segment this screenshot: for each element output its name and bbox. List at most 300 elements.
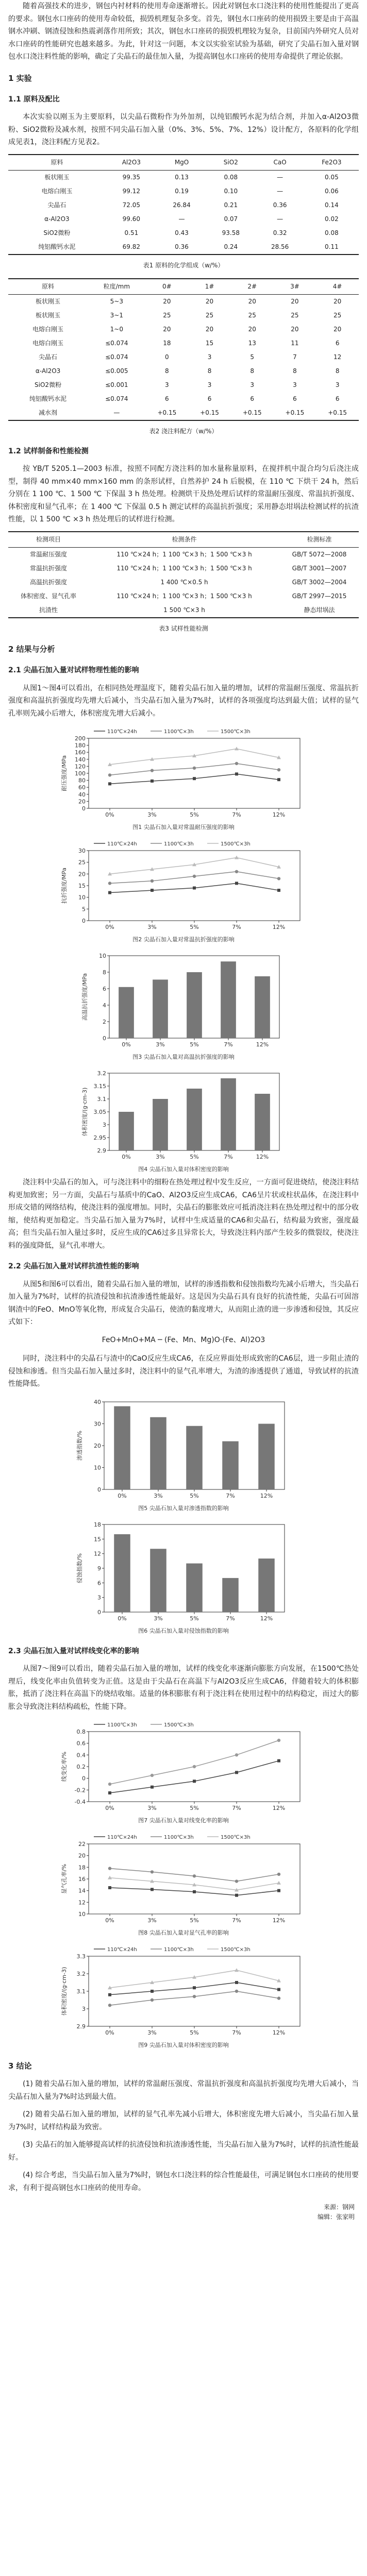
legend-label: 1500℃×3h <box>221 729 251 735</box>
table-row <box>8 336 359 350</box>
table-cell: SiO2微粉 <box>43 229 71 236</box>
table-row <box>8 323 359 336</box>
y-tick-label: 18 <box>94 1521 101 1528</box>
y-tick-label: 3.2 <box>97 1070 106 1077</box>
table-cell: 8 <box>293 367 297 375</box>
table-cell: 3~1 <box>110 311 123 319</box>
figure-caption: 图2 尖晶石加入量对常温抗折强度的影响 <box>132 936 235 943</box>
y-tick-label: 6 <box>103 986 106 992</box>
table-cell: 13 <box>248 339 256 347</box>
figure-caption: 图5 尖晶石加入量对渗透指数的影响 <box>138 1504 229 1512</box>
y-tick-label: 40 <box>94 1398 101 1405</box>
x-tick-label: 3% <box>154 1615 163 1622</box>
bar <box>153 1099 168 1150</box>
y-tick-label: 8 <box>103 969 106 976</box>
table-cell: 8 <box>165 367 169 375</box>
table-cell: 20 <box>333 325 342 333</box>
x-tick-label: 12% <box>260 1615 273 1622</box>
section-2-3-heading: 2.3 尖晶石加入量对试样线变化率的影响 <box>8 1647 139 1655</box>
data-point <box>235 1771 238 1774</box>
y-tick-label: 15 <box>78 883 86 889</box>
table-cell: — <box>277 187 283 195</box>
table-2 <box>8 278 359 421</box>
table-header-cell: Fe2O3 <box>305 155 359 171</box>
table-cell: 0.36 <box>273 201 287 209</box>
table-cell: 3 <box>335 381 340 388</box>
table-cell: 0.19 <box>175 187 189 195</box>
table-cell: 18 <box>163 339 171 347</box>
table-cell: +0.15 <box>328 409 347 416</box>
table-cell: 抗渣性 <box>39 606 58 614</box>
table-header-cell: SiO2 <box>206 155 255 171</box>
data-point <box>108 1791 111 1794</box>
legend-label: 110℃×24h <box>107 1947 137 1953</box>
data-point <box>193 1890 196 1893</box>
figure-caption: 图6 尖晶石加入量对侵蚀指数的影响 <box>138 1627 229 1634</box>
legend-label: 1500℃×3h <box>221 1947 251 1953</box>
table-cell: — <box>113 409 120 416</box>
y-tick-label: 200 <box>75 735 86 742</box>
series-line <box>110 1991 279 2005</box>
table-cell: 72.05 <box>122 201 141 209</box>
table-cell: 板状刚玉 <box>36 311 61 319</box>
table-cell: 0.05 <box>325 173 339 181</box>
data-point <box>108 1993 111 1996</box>
table-row <box>8 575 359 589</box>
figure-2-line-chart <box>60 837 307 945</box>
table-header-cell: 检测标准 <box>280 532 359 548</box>
y-tick-label: 80 <box>78 777 86 784</box>
table-cell: 3 <box>207 381 212 388</box>
y-tick-label: 3.2 <box>76 1971 86 1977</box>
y-tick-label: 0.8 <box>76 1728 86 1735</box>
data-point <box>108 882 111 885</box>
table-cell: 8 <box>335 367 340 375</box>
table-cell: 6 <box>293 395 297 402</box>
data-point <box>151 1888 154 1891</box>
y-tick-label: 3 <box>103 1122 106 1128</box>
legend-label: 110℃×24h <box>107 1835 137 1840</box>
table-row <box>8 364 359 378</box>
data-point <box>193 777 196 780</box>
y-tick-label: 6 <box>97 1579 101 1586</box>
bar <box>114 1406 130 1489</box>
figure-caption: 图3 尖晶石加入量对高温抗折强度的影响 <box>132 1054 235 1060</box>
table-2-caption: 表2 浇注料配方（w/%） <box>149 427 218 435</box>
table-1 <box>8 154 359 255</box>
x-tick-label: 0% <box>105 2029 114 2036</box>
table-row <box>8 226 359 240</box>
table-cell: ≤0.005 <box>105 367 128 375</box>
table-cell: 6 <box>250 395 255 402</box>
y-tick-label: 2.9 <box>76 2023 86 2030</box>
table-cell: 0 <box>165 353 169 361</box>
section-2-2-paragraph-a: 从图5和图6可以看出，随着尖晶石加入量的增加，试样的渗透指数和侵蚀指数均先减小后增大，当尖晶石加入量为7%时，试样的抗渣侵蚀和抗渣渗透性能最好。这是因为尖晶石具有良好的抗渣性能，尖晶石可固溶钢渣中的FeO、MnO等氧化物，形成复合尖晶石，使渣的黏度增大，从而阻止渣的进一步渗透和侵蚀，其反应式如下： <box>8 1280 359 1326</box>
table-cell: 20 <box>205 325 214 333</box>
data-point <box>277 889 280 892</box>
section-1-1-paragraph: 本次实验以刚玉为主要原料，以尖晶石微粉作为外加剂，以纯铝酸钙水泥为结合剂，并加入α-Al2O3微粉、SiO2微粉及减水剂，按照不同尖晶石加入量（0%、3%、5%、7%、12%）设计配方，各原料的化学组成见表1，浇注料配方见表2。 <box>8 113 359 147</box>
y-tick-label: 30 <box>78 848 86 854</box>
data-point <box>108 1886 111 1889</box>
x-tick-label: 12% <box>272 924 286 930</box>
bar <box>222 1441 239 1489</box>
y-axis-label: 侵蚀指数/% <box>76 1553 83 1583</box>
table-cell: 8 <box>207 367 212 375</box>
figure-caption: 图7 尖晶石加入量对线变化率的影响 <box>138 1817 229 1824</box>
data-point <box>235 1981 238 1984</box>
x-tick-label: 5% <box>190 2029 199 2036</box>
table-cell: 电熔白刚玉 <box>32 339 64 347</box>
table-header-cell: 粒度/mm <box>88 279 145 295</box>
source-line: 来源：钢网 <box>323 2204 355 2211</box>
bar <box>150 1417 166 1489</box>
table-cell: GB/T 5072—2008 <box>292 550 347 558</box>
section-2-1-paragraph-b: 浇注料中尖晶石的加入，可与浇注料中的细粉在热处理过程中发生反应，一方面可促进烧结，使浇注料结构更加致密；另一方面，尖晶石与基质中的CaO、Al2O3反应生成CA6，CA6呈片状或柱状晶体，在浇注料中形成交错的网络结构，使浇注料的强度增加。同时，尖晶石的膨胀效应可抵消浇注料在热处理过程中的部分收缩，使结构更加稳定。当尖晶石加入量为7%时，试样中生成适量的CA6和尖晶石，结构最为致密，强度最高；但当尖晶石加入量过多时，反应生成的CA6过多且异常长大，导致浇注料内部产生较多的微裂纹，使浇注料的强度降低，显气孔率增大。 <box>8 1178 359 1250</box>
table-cell: 0.32 <box>273 229 287 236</box>
data-point <box>151 1786 154 1789</box>
y-tick-label: 10 <box>99 953 106 959</box>
figure-8-line-chart <box>60 1831 307 1939</box>
table-cell: +0.15 <box>242 409 262 416</box>
table-cell: 0.13 <box>175 173 189 181</box>
table-cell: 20 <box>291 297 299 305</box>
table-row <box>8 198 359 212</box>
x-tick-label: 7% <box>232 2029 241 2036</box>
table-cell: 常温耐压强度 <box>29 550 67 558</box>
table-cell: 减水剂 <box>39 409 58 416</box>
x-tick-label: 3% <box>156 1041 165 1048</box>
table-cell: 常温抗折强度 <box>29 564 67 572</box>
x-tick-label: 5% <box>190 1917 199 1924</box>
x-tick-label: 3% <box>147 2029 157 2036</box>
data-point <box>277 1739 280 1742</box>
y-axis-label: 体积密度/(g·cm-3) <box>61 1967 68 2016</box>
data-point <box>108 891 111 894</box>
x-tick-label: 5% <box>190 1154 199 1160</box>
y-tick-label: 3 <box>82 2006 86 2012</box>
x-tick-label: 3% <box>147 1917 157 1924</box>
y-axis-label: 线变化率/% <box>61 1751 68 1782</box>
y-tick-label: 0 <box>82 918 86 924</box>
table-cell: +0.15 <box>157 409 177 416</box>
x-tick-label: 0% <box>122 1154 131 1160</box>
table-cell: 110 ℃×24 h；1 100 ℃×3 h；1 500 ℃×3 h <box>116 564 252 572</box>
conclusion-4: (4) 综合考虑，当尖晶石加入量为7%时，钢包水口浇注料的综合性能最佳，可满足钢包水口座砖的使用要求，有利于提高钢包水口座砖的使用寿命。 <box>8 2171 359 2192</box>
data-point <box>151 779 154 783</box>
plot-frame <box>89 851 300 921</box>
plot-frame <box>89 1956 300 2026</box>
table-cell: α-Al2O3 <box>35 367 61 375</box>
y-tick-label: 30 <box>94 1420 101 1427</box>
y-axis-label: 体积密度/(g·cm-3) <box>81 1087 88 1137</box>
table-cell: 1 500 ℃×3 h <box>163 606 205 614</box>
y-tick-label: 20 <box>78 1852 86 1859</box>
y-tick-label: 40 <box>78 791 86 798</box>
table-row <box>8 547 359 562</box>
section-2-2-paragraph-b: 同时，浇注料中的尖晶石与渣中的CaO反应生成CA6，在反应界面处形成致密的CA6层，进一步阻止渣的侵蚀和渗透。但当尖晶石加入量过多时，浇注料中的显气孔率增大，为渣的渗透提供了通道，导致试样的抗渣性能降低。 <box>8 1354 359 1388</box>
table-cell: 26.84 <box>173 201 191 209</box>
y-tick-label: 12 <box>78 1899 86 1906</box>
table-cell: GB/T 2997—2015 <box>292 592 347 600</box>
x-tick-label: 12% <box>272 811 286 818</box>
conclusion-1: (1) 随着尖晶石加入量的增加，试样的常温耐压强度、常温抗折强度和高温抗折强度均先增大后减小，当尖晶石加入量为7%时达到最大值。 <box>8 2080 359 2101</box>
table-cell: 3 <box>165 381 169 388</box>
x-tick-label: 3% <box>154 1492 163 1499</box>
table-cell: 25 <box>163 311 171 319</box>
data-point <box>193 887 196 890</box>
x-tick-label: 5% <box>190 1615 199 1622</box>
data-point <box>235 870 238 873</box>
data-point <box>277 1996 280 1999</box>
data-point <box>193 1780 196 1783</box>
table-cell: 体积密度、显气孔率 <box>20 592 76 600</box>
x-tick-label: 0% <box>118 1492 127 1499</box>
bar <box>255 1094 270 1150</box>
figure-7-line-chart <box>60 1718 307 1826</box>
table-cell: 3 <box>250 381 255 388</box>
y-tick-label: 2.9 <box>97 1147 106 1154</box>
table-cell: 20 <box>163 325 171 333</box>
bar <box>258 1558 275 1612</box>
y-tick-label: 10 <box>78 894 86 901</box>
table-header-cell: 4# <box>316 279 359 295</box>
section-3-heading: 3 结论 <box>8 2061 32 2071</box>
reaction-formula: FeO+MnO+MA ─ (Fe、Mn、Mg)O·(Fe、Al)2O3 <box>102 1335 265 1344</box>
conclusion-2: (2) 随着尖晶石加入量的增加，试样的显气孔率先减小后增大，体积密度先增大后减小，当尖晶石加入量为7%时，试样结构最为致密。 <box>8 2110 359 2131</box>
x-tick-label: 5% <box>190 924 199 930</box>
table-cell: 0.24 <box>224 243 238 250</box>
y-tick-label: -0.2 <box>74 1787 86 1794</box>
table-cell: 0.43 <box>175 229 189 236</box>
data-point <box>193 767 196 770</box>
x-tick-label: 7% <box>232 924 241 930</box>
y-tick-label: 4 <box>103 1002 106 1009</box>
y-tick-label: 140 <box>75 756 86 763</box>
bar <box>255 976 270 1038</box>
bar <box>186 1426 203 1489</box>
table-row <box>8 184 359 198</box>
data-point <box>277 778 280 781</box>
y-axis-label: 显气孔率/% <box>61 1863 68 1894</box>
conclusion-3: (3) 尖晶石的加入能够提高试样的抗渣侵蚀和抗渣渗透性能，当尖晶石加入量为7%时，试样的抗渣性能最好。 <box>8 2141 359 2162</box>
table-cell: 0.08 <box>325 229 339 236</box>
table-cell: 尖晶石 <box>39 353 58 361</box>
x-tick-label: 3% <box>156 1154 165 1160</box>
data-point <box>277 1759 280 1762</box>
y-tick-label: 60 <box>78 784 86 791</box>
table-cell: 6 <box>335 395 340 402</box>
y-tick-label: 160 <box>75 749 86 756</box>
data-point <box>235 882 238 885</box>
table-cell: 99.12 <box>122 187 141 195</box>
data-point <box>193 875 196 878</box>
table-header-cell: Al2O3 <box>106 155 157 171</box>
section-2-2-heading: 2.2 尖晶石加入量对试样抗渣性能的影响 <box>8 1262 139 1270</box>
legend-label: 1100℃×3h <box>164 1835 194 1840</box>
y-tick-label: 3.05 <box>93 1109 106 1115</box>
y-tick-label: 9 <box>97 1565 101 1572</box>
table-cell: 0.11 <box>325 243 339 250</box>
data-point <box>151 1774 154 1777</box>
figure-caption: 图4 尖晶石加入量对体积密度的影响 <box>138 1166 229 1173</box>
table-cell: 25 <box>291 311 299 319</box>
table-cell: 0.02 <box>325 215 339 223</box>
y-axis-label: 耐压强度/MPa <box>61 755 68 792</box>
table-cell: 3 <box>207 353 212 361</box>
legend-label: 1500℃×3h <box>164 1722 194 1728</box>
x-tick-label: 7% <box>226 1615 235 1622</box>
table-cell: ≤0.074 <box>105 395 128 402</box>
table-cell: 尖晶石 <box>47 201 66 209</box>
table-row <box>8 212 359 226</box>
table-header-cell: 3# <box>274 279 316 295</box>
y-tick-label: 0.6 <box>76 1740 86 1747</box>
data-point <box>193 1874 196 1877</box>
data-point <box>235 1879 238 1883</box>
legend-label: 1500℃×3h <box>221 841 251 847</box>
table-cell: ≤0.074 <box>105 339 128 347</box>
table-header-cell: 检测项目 <box>8 532 89 548</box>
x-tick-label: 3% <box>147 811 157 818</box>
table-cell: 3 <box>293 381 297 388</box>
y-tick-label: 20 <box>78 871 86 878</box>
table-row <box>8 603 359 618</box>
data-point <box>151 1990 154 1993</box>
table-cell: 1 400 ℃×0.5 h <box>160 578 208 586</box>
y-tick-label: 25 <box>78 859 86 866</box>
table-cell: 15 <box>205 339 214 347</box>
table-cell: 20 <box>333 297 342 305</box>
y-tick-label: 22 <box>78 1841 86 1848</box>
x-tick-label: 0% <box>122 1041 131 1048</box>
legend-label: 1100℃×3h <box>164 1947 194 1953</box>
y-tick-label: 2.95 <box>93 1134 106 1141</box>
data-point <box>235 1990 238 1993</box>
figure-6-bar-chart <box>75 1518 292 1637</box>
table-row <box>8 170 359 184</box>
table-cell: 20 <box>248 325 256 333</box>
y-tick-label: 20 <box>94 1442 101 1449</box>
table-cell: 99.35 <box>122 173 141 181</box>
table-cell: 1~0 <box>110 325 123 333</box>
bar <box>221 1078 236 1150</box>
table-header-cell: 原料 <box>8 279 88 295</box>
table-cell: — <box>178 215 185 223</box>
y-axis-label: 渗透指数/% <box>76 1430 83 1461</box>
table-header-cell: MgO <box>157 155 206 171</box>
table-cell: 0.14 <box>325 201 339 209</box>
y-tick-label: 0.2 <box>76 1764 86 1770</box>
x-tick-label: 12% <box>272 2029 286 2036</box>
table-cell: 20 <box>291 325 299 333</box>
table-cell: 5~3 <box>110 297 123 305</box>
table-cell: 0.36 <box>175 243 189 250</box>
data-point <box>235 1968 239 1972</box>
x-tick-label: 0% <box>105 811 114 818</box>
legend-label: 1100℃×3h <box>164 841 194 847</box>
y-tick-label: 0 <box>97 1486 101 1493</box>
x-tick-label: 12% <box>256 1154 269 1160</box>
legend-label: 110℃×24h <box>107 841 137 847</box>
y-tick-label: 20 <box>78 798 86 805</box>
table-cell: 0.06 <box>325 187 339 195</box>
bar <box>119 1112 134 1150</box>
table-cell: 25 <box>248 311 256 319</box>
x-tick-label: 0% <box>105 1805 114 1811</box>
section-2-1-paragraph-a: 从图1～图4可以看出，在相同热处理温度下，随着尖晶石加入量的增加，试样的常温耐压强度、常温抗折强度和高温抗折强度均先增大后减小，当尖晶石加入量为7%时，试样的各项强度均达到最大值；试样的显气孔率则先减小后增大，体积密度先增大后减小。 <box>8 684 359 718</box>
y-tick-label: 0.4 <box>76 1752 86 1759</box>
y-tick-label: 12 <box>94 1550 101 1557</box>
x-tick-label: 7% <box>224 1154 233 1160</box>
bar <box>222 1578 239 1612</box>
figure-9-line-chart <box>60 1943 307 2051</box>
table-cell: +0.15 <box>200 409 219 416</box>
y-tick-label: 16 <box>78 1876 86 1883</box>
figure-4-bar-chart <box>80 1067 287 1175</box>
data-point <box>108 1867 111 1870</box>
table-cell: 6 <box>165 395 169 402</box>
x-tick-label: 5% <box>190 1041 199 1048</box>
section-1-1-heading: 1.1 原料及配比 <box>8 95 60 104</box>
table-cell: 110 ℃×24 h；1 100 ℃×3 h；1 500 ℃×3 h <box>116 592 252 600</box>
table-cell: 电熔白刚玉 <box>32 325 64 333</box>
table-1-caption: 表1 原料的化学组成（w/%） <box>143 261 224 269</box>
x-tick-label: 5% <box>190 811 199 818</box>
y-tick-label: 120 <box>75 763 86 770</box>
data-point <box>151 879 154 883</box>
table-cell: 0.10 <box>224 187 238 195</box>
table-cell: GB/T 3002—2004 <box>292 578 347 586</box>
table-cell: 93.58 <box>222 229 240 236</box>
table-row <box>8 562 359 575</box>
table-cell: GB/T 3001—2007 <box>292 564 347 572</box>
y-axis-label: 抗折强度/MPa <box>61 867 68 904</box>
figure-3-bar-chart <box>80 950 287 1063</box>
y-tick-label: 3.15 <box>93 1083 106 1090</box>
x-tick-label: 12% <box>260 1492 273 1499</box>
table-cell: 电熔白刚玉 <box>41 187 73 195</box>
y-tick-label: 5 <box>82 906 86 913</box>
x-tick-label: 7% <box>224 1041 233 1048</box>
y-axis-label: 高温抗折强度/MPa <box>81 973 88 1021</box>
bar <box>221 961 236 1038</box>
data-point <box>235 747 239 750</box>
section-1-2-paragraph: 按 YB/T 5205.1—2003 标准，按照不同配方浇注料的加水量称量原料，在搅拌机中混合均匀后浇注成型，制得 40 mm×40 mm×160 mm 的条形试样，自然养护 24 h 后脱模，在 110 ℃ 下烘干 24 h，然后分别在 1 100 ℃、1 500 ℃ 下保温 3 h 热处理。检测烘干及热处理后试样的常温耐压强度、常温抗折强度、体积密度和显气孔率；在 1 400 ℃ 下保温 0.5 h 测定试样的高温抗折强度；采用静态坩埚法检测试样的抗渣性能，以 1 500 ℃ ×3 h 热处理后的试样进行检测。 <box>8 465 359 524</box>
table-header-cell: CaO <box>255 155 304 171</box>
x-tick-label: 5% <box>190 1805 199 1811</box>
x-tick-label: 7% <box>226 1492 235 1499</box>
x-tick-label: 12% <box>256 1041 269 1048</box>
figure-caption: 图8 尖晶石加入量对显气孔率的影响 <box>138 1929 229 1936</box>
table-cell: 7 <box>293 353 297 361</box>
table-cell: 纯铝酸钙水泥 <box>38 243 76 250</box>
bar <box>114 1534 130 1612</box>
data-point <box>277 1889 280 1892</box>
figure-caption: 图9 尖晶石加入量对体积密度的影响 <box>138 2042 229 2048</box>
table-header-cell: 2# <box>231 279 274 295</box>
legend-label: 1500℃×3h <box>221 1835 251 1840</box>
table-row <box>8 309 359 323</box>
table-cell: α-Al2O3 <box>44 215 70 223</box>
table-cell: 28.56 <box>271 243 289 250</box>
table-cell: 25 <box>333 311 342 319</box>
bar <box>119 987 134 1038</box>
x-tick-label: 12% <box>272 1805 286 1811</box>
table-cell: 25 <box>205 311 214 319</box>
table-cell: 5 <box>250 353 255 361</box>
table-cell: 板状刚玉 <box>36 297 61 305</box>
table-cell: 0.07 <box>224 215 238 223</box>
